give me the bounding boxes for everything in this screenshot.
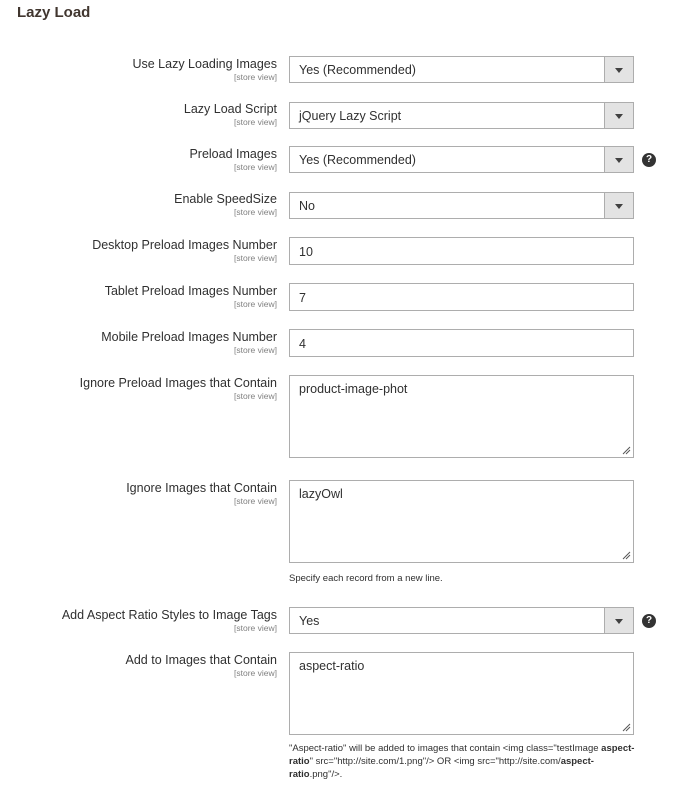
note-text: "Aspect-ratio" will be added to images that contain <img class="testImage bbox=[289, 743, 602, 754]
chevron-down-icon[interactable] bbox=[604, 57, 633, 82]
label-mobile-preload bbox=[0, 329, 277, 355]
field-label: Add Aspect Ratio Styles to Image Tags bbox=[61, 608, 277, 622]
scope-label: [store view] bbox=[234, 623, 277, 633]
scope-label: [store view] bbox=[234, 72, 277, 82]
label-desktop-preload bbox=[0, 237, 277, 263]
chevron-down-icon[interactable] bbox=[604, 103, 633, 128]
textarea-value: product-image-phot bbox=[299, 382, 408, 396]
lazy-load-script-select[interactable] bbox=[289, 102, 634, 129]
chevron-down-icon[interactable] bbox=[604, 193, 633, 218]
field-label: Ignore Images that Contain bbox=[126, 481, 277, 495]
chevron-down-icon[interactable] bbox=[604, 608, 633, 633]
label-tablet-preload bbox=[0, 283, 277, 309]
field-note: Specify each record from a new line. bbox=[289, 573, 443, 584]
select-value: Yes (Recommended) bbox=[299, 63, 416, 77]
section-title: Lazy Load bbox=[17, 4, 91, 21]
help-icon[interactable]: ? bbox=[642, 614, 656, 628]
input-value: 10 bbox=[299, 245, 313, 259]
label-use-lazy-loading bbox=[0, 56, 277, 82]
use-lazy-loading-select[interactable] bbox=[289, 56, 634, 83]
select-value: Yes bbox=[299, 614, 320, 628]
scope-label: [store view] bbox=[234, 207, 277, 217]
field-label: Mobile Preload Images Number bbox=[101, 330, 277, 344]
label-preload-images bbox=[0, 146, 277, 172]
desktop-preload-input[interactable] bbox=[289, 237, 634, 265]
label-aspect-ratio-styles bbox=[0, 607, 277, 633]
chevron-down-icon[interactable] bbox=[604, 147, 633, 172]
label-ignore-images bbox=[0, 480, 277, 506]
field-label: Enable SpeedSize bbox=[174, 192, 277, 206]
resize-handle-icon[interactable] bbox=[621, 550, 631, 560]
resize-handle-icon[interactable] bbox=[621, 722, 631, 732]
label-enable-speedsize bbox=[0, 191, 277, 217]
label-lazy-load-script bbox=[0, 101, 277, 127]
field-label: Desktop Preload Images Number bbox=[92, 238, 277, 252]
field-label: Tablet Preload Images Number bbox=[104, 284, 277, 298]
preload-images-select[interactable] bbox=[289, 146, 634, 173]
scope-label: [store view] bbox=[234, 496, 277, 506]
scope-label: [store view] bbox=[234, 253, 277, 263]
note-bold-text: aspect-ratio bbox=[289, 756, 594, 780]
scope-label: [store view] bbox=[234, 162, 277, 172]
textarea-value: lazyOwl bbox=[299, 487, 343, 501]
select-value: jQuery Lazy Script bbox=[299, 109, 402, 123]
label-add-to-images bbox=[0, 652, 277, 678]
note-text: " src="http://site.com/1.png"/> OR <img src="http://site.com/ bbox=[309, 756, 561, 767]
note-bold-text: aspect-ratio bbox=[289, 743, 635, 767]
aspect-ratio-note bbox=[289, 742, 639, 781]
field-label: Lazy Load Script bbox=[183, 102, 277, 116]
mobile-preload-input[interactable] bbox=[289, 329, 634, 357]
select-value: No bbox=[299, 199, 315, 213]
scope-label: [store view] bbox=[234, 117, 277, 127]
note-text: .png"/>. bbox=[309, 769, 343, 780]
textarea-value: aspect-ratio bbox=[299, 659, 365, 673]
input-value: 7 bbox=[299, 291, 306, 305]
aspect-ratio-styles-select[interactable] bbox=[289, 607, 634, 634]
help-icon[interactable]: ? bbox=[642, 153, 656, 167]
resize-handle-icon[interactable] bbox=[621, 445, 631, 455]
scope-label: [store view] bbox=[234, 299, 277, 309]
ignore-preload-textarea[interactable] bbox=[289, 375, 634, 458]
select-value: Yes (Recommended) bbox=[299, 153, 416, 167]
add-to-images-textarea[interactable] bbox=[289, 652, 634, 735]
enable-speedsize-select[interactable] bbox=[289, 192, 634, 219]
scope-label: [store view] bbox=[234, 345, 277, 355]
scope-label: [store view] bbox=[234, 391, 277, 401]
field-label: Ignore Preload Images that Contain bbox=[79, 376, 277, 390]
tablet-preload-input[interactable] bbox=[289, 283, 634, 311]
label-ignore-preload bbox=[0, 375, 277, 401]
field-label: Preload Images bbox=[189, 147, 277, 161]
ignore-images-textarea[interactable] bbox=[289, 480, 634, 563]
field-label: Add to Images that Contain bbox=[125, 653, 277, 667]
field-label: Use Lazy Loading Images bbox=[132, 57, 277, 71]
input-value: 4 bbox=[299, 337, 306, 351]
scope-label: [store view] bbox=[234, 668, 277, 678]
